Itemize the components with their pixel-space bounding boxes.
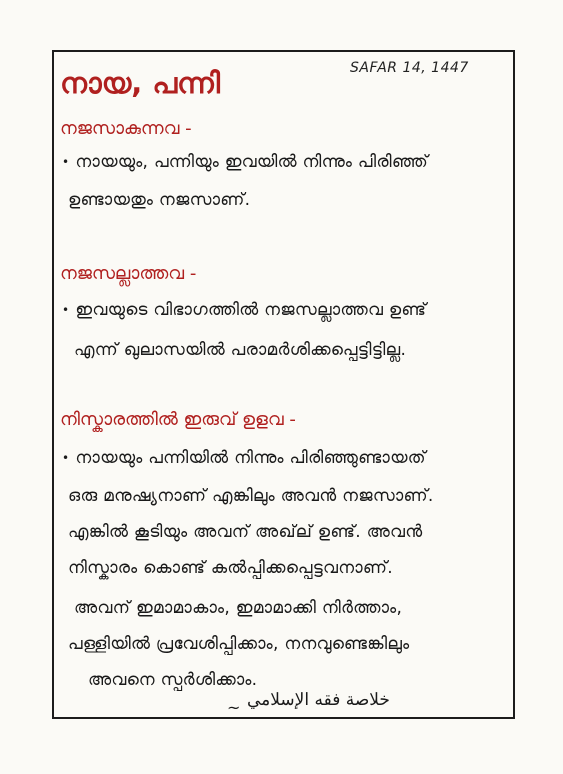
section-3-line-6 — [68, 634, 409, 654]
line-text: ഒരു മനുഷ്യനാണ് എങ്കിലും അവൻ നജസാണ്. — [68, 486, 434, 506]
source-reference: خلاصة فقه الإسلامي — [247, 690, 390, 710]
line-text: ഇവയുടെ വിഭാഗത്തിൽ നജസല്ലാത്തവ ഉണ്ട് — [75, 300, 427, 320]
section-heading-not-najas: നജസല്ലാത്തവ - — [60, 263, 197, 284]
page-title: നായ, പന്നി — [60, 66, 220, 100]
section-1-line-2 — [68, 190, 250, 210]
section-2-line-1 — [62, 300, 426, 320]
section-3-line-5 — [74, 598, 402, 618]
line-text: ഉണ്ടായതും നജസാണ്. — [68, 190, 251, 210]
footer-tilde: ~ — [227, 698, 241, 717]
section-1-line-1 — [62, 152, 428, 172]
line-text: നിസ്കാരം കൊണ്ട് കൽപ്പിക്കപ്പെട്ടവനാണ്. — [68, 558, 393, 578]
bullet-icon: • — [62, 303, 70, 317]
section-3-line-7 — [88, 670, 257, 690]
section-heading-najas: നജസാകുന്നവ - — [60, 118, 192, 139]
section-3-line-1 — [62, 448, 426, 468]
line-text: അവനെ സ്പർശിക്കാം. — [88, 670, 258, 690]
section-3-line-2 — [68, 486, 434, 506]
section-2-line-2 — [74, 340, 406, 360]
section-3-line-4 — [68, 558, 393, 578]
date-label: SAFAR 14, 1447 — [350, 60, 469, 76]
line-text: എന്ന് ഖുലാസയിൽ പരാമർശിക്കപ്പെട്ടിട്ടില്ല. — [74, 340, 407, 360]
line-text: നായയും, പന്നിയും ഇവയിൽ നിന്നും പിരിഞ്ഞ് — [75, 152, 429, 172]
page-border — [52, 50, 515, 719]
bullet-icon: • — [62, 155, 70, 169]
section-3-line-3 — [68, 522, 422, 542]
line-text: പള്ളിയിൽ പ്രവേശിപ്പിക്കാം, നനവുണ്ടെങ്കിലും — [68, 634, 410, 654]
line-text: നായയും പന്നിയിൽ നിന്നും പിരിഞ്ഞുണ്ടായത് — [75, 448, 426, 468]
line-text: എങ്കിൽ കൂടിയും അവന് അഖ്‌ല് ഉണ്ട്. അവൻ — [68, 522, 423, 542]
bullet-icon: • — [62, 451, 70, 465]
line-text: അവന് ഇമാമാകാം, ഇമാമാക്കി നിർത്താം, — [74, 598, 403, 618]
section-heading-prayer: നിസ്കാരത്തിൽ ഇരുവ് ഉളവ - — [60, 409, 296, 430]
